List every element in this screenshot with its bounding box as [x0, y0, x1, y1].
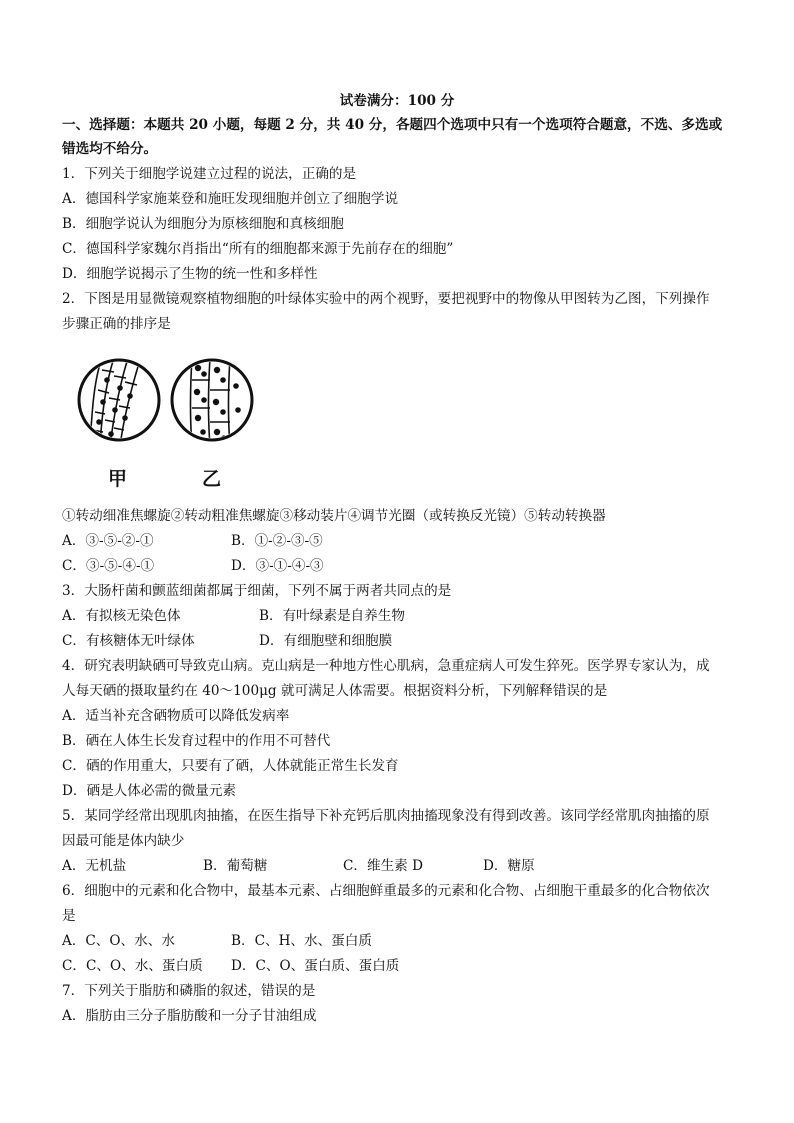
q1-stem: 1．下列关于细胞学说建立过程的说法，正确的是: [62, 166, 357, 182]
q1-option-c: C．德国科学家魏尔肖指出“所有的细胞都来源于先前存在的细胞”: [62, 241, 454, 257]
q7-option-a: A．脂肪由三分子脂肪酸和一分子甘油组成: [62, 1008, 317, 1024]
q6-stem-line2: 是: [62, 908, 76, 924]
field-yi: [172, 358, 252, 446]
section-heading-line2: 错选均不给分。: [62, 141, 158, 157]
q5-stem-line2: 因最可能是体内缺少: [62, 833, 185, 849]
q5-option-d: D．糖原: [483, 858, 535, 874]
q1-option-a: A．德国科学家施莱登和施旺发现细胞并创立了细胞学说: [62, 191, 399, 207]
q2-option-d: D．③-①-④-③: [231, 558, 324, 574]
q2-option-a: A．③-⑤-②-①: [62, 533, 154, 549]
q2-stem-line2: 步骤正确的排序是: [62, 316, 171, 332]
q5-option-a: A．无机盐: [62, 858, 127, 874]
section-heading-line1: 一、选择题：本题共 20 小题，每题 2 分，共 40 分，各题四个选项中只有一个选项符合题意，不选、多选或: [62, 117, 723, 133]
q4-option-c: C．硒的作用重大，只要有了硒，人体就能正常生长发育: [62, 758, 399, 774]
q4-stem-line1: 4．研究表明缺硒可导致克山病。克山病是一种地方性心肌病，急重症病人可发生猝死。医学界专家认为，成: [62, 658, 710, 674]
q5-stem-line1: 5．某同学经常出现肌肉抽搐，在医生指导下补充钙后肌肉抽搐现象没有得到改善。该同学经常肌肉抽搐的原: [62, 808, 710, 824]
q2-option-c: C．③-⑤-④-①: [62, 558, 155, 574]
exam-total-score: 试卷满分：100 分: [339, 93, 455, 109]
q4-option-b: B．硒在人体生长发育过程中的作用不可替代: [62, 733, 331, 749]
q1-option-d: D．细胞学说揭示了生物的统一性和多样性: [62, 266, 318, 282]
q3-option-d: D．有细胞壁和细胞膜: [259, 633, 393, 649]
q6-stem-line1: 6．细胞中的元素和化合物中，最基本元素、占细胞鲜重最多的元素和化合物、占细胞干重最多的化合物依次: [62, 883, 710, 899]
q4-option-d: D．硒是人体必需的微量元素: [62, 783, 237, 799]
q2-stem-line1: 2．下图是用显微镜观察植物细胞的叶绿体实验中的两个视野，要把视野中的物像从甲图转为乙图，下列操作: [62, 291, 710, 307]
q2-option-b: B．①-②-③-⑤: [231, 533, 323, 549]
q6-option-d: D．C、O、蛋白质、蛋白质: [231, 958, 400, 974]
q4-stem-line2: 人每天硒的摄取量约在 40～100μg 就可满足人体需要。根据资料分析，下列解释错误的是: [62, 683, 608, 699]
q4-option-a: A．适当补充含硒物质可以降低发病率: [62, 708, 290, 724]
microscope-fields-figure: [62, 350, 272, 496]
q5-option-c: C．维生素 D: [343, 858, 423, 874]
q7-stem: 7．下列关于脂肪和磷脂的叙述，错误的是: [62, 983, 316, 999]
q5-option-b: B．葡萄糖: [203, 858, 268, 874]
microscope-fields-svg: [62, 350, 272, 496]
q3-stem: 3．大肠杆菌和颤蓝细菌都属于细菌，下列不属于两者共同点的是: [62, 583, 452, 599]
q3-option-c: C．有核糖体无叶绿体: [62, 633, 195, 649]
q1-option-b: B．细胞学说认为细胞分为原核细胞和真核细胞: [62, 216, 344, 232]
q6-option-a: A．C、O、水、水: [62, 933, 175, 949]
q3-option-a: A．有拟核无染色体: [62, 608, 181, 624]
field-jia: [79, 358, 159, 446]
q6-option-c: C．C、O、水、蛋白质: [62, 958, 203, 974]
q3-option-b: B．有叶绿素是自养生物: [259, 608, 405, 624]
field-label-yi: 乙: [202, 468, 222, 490]
field-label-jia: 甲: [108, 468, 128, 490]
q6-option-b: B．C、H、水、蛋白质: [231, 933, 372, 949]
q2-steps: ①转动细准焦螺旋②转动粗准焦螺旋③移动装片④调节光圈（或转换反光镜）⑤转动转换器: [62, 508, 606, 524]
